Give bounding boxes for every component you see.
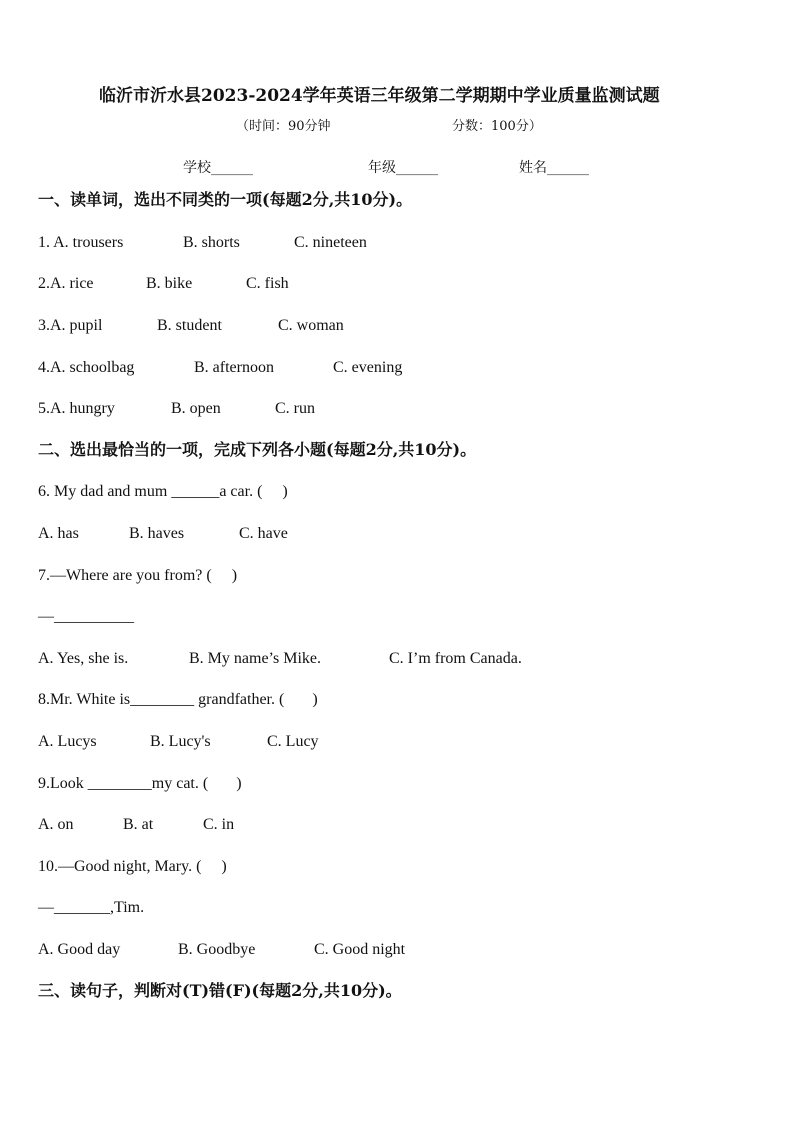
q1-option-c: C. nineteen: [294, 234, 367, 251]
q3-option-b: B. student: [157, 317, 222, 334]
q7-stem: 7.—Where are you from? ( ): [38, 567, 238, 584]
q10-stem: 10.—Good night, Mary. ( ): [38, 858, 227, 875]
q2-option-b: B. bike: [146, 275, 193, 292]
q9-option-b: B. at: [123, 816, 154, 833]
q1-option-a: 1. A. trousers: [38, 234, 124, 251]
q6-option-b: B. haves: [129, 525, 185, 542]
q8-option-b: B. Lucy's: [150, 733, 211, 750]
q4-option-a: 4.A. schoolbag: [38, 359, 135, 376]
q9-option-c: C. in: [203, 816, 235, 833]
q9-option-a: A. on: [38, 816, 74, 833]
section-2-heading: 二、选出最恰当的一项，完成下列各小题(每题2分,共10分)。: [38, 440, 477, 459]
section-3-heading: 三、读句子，判断对(T)错(F)(每题2分,共10分)。: [38, 981, 402, 1000]
q8-stem: 8.Mr. White is________ grandfather. ( ): [38, 691, 318, 708]
exam-score: 分数：100分）: [452, 119, 542, 134]
exam-time: （时间：90分钟: [236, 119, 331, 134]
section-1-heading: 一、读单词，选出不同类的一项(每题2分,共10分)。: [38, 190, 413, 209]
q5-option-b: B. open: [171, 400, 221, 417]
q4-option-b: B. afternoon: [194, 359, 274, 376]
q3-option-c: C. woman: [278, 317, 344, 334]
q3-option-a: 3.A. pupil: [38, 317, 103, 334]
exam-title: 临沂市沂水县2023-2024学年英语三年级第二学期期中学业质量监测试题: [99, 86, 660, 106]
q10-answer-line: —_______,Tim.: [38, 899, 145, 916]
name-field: 姓名______: [519, 160, 589, 176]
q8-option-c: C. Lucy: [267, 733, 319, 750]
q7-answer-line: —__________: [38, 608, 134, 625]
q6-option-c: C. have: [239, 525, 288, 542]
q6-stem: 6. My dad and mum ______a car. ( ): [38, 483, 288, 500]
q4-option-c: C. evening: [333, 359, 403, 376]
q10-option-a: A. Good day: [38, 941, 121, 958]
q10-option-c: C. Good night: [314, 941, 406, 958]
q2-option-c: C. fish: [246, 275, 289, 292]
q1-option-b: B. shorts: [183, 234, 240, 251]
q7-option-b: B. My name’s Mike.: [189, 650, 321, 667]
school-field: 学校______: [183, 160, 253, 176]
q5-option-c: C. run: [275, 400, 315, 417]
q5-option-a: 5.A. hungry: [38, 400, 115, 417]
q9-stem: 9.Look ________my cat. ( ): [38, 775, 242, 792]
q6-option-a: A. has: [38, 525, 79, 542]
q2-option-a: 2.A. rice: [38, 275, 94, 292]
q10-option-b: B. Goodbye: [178, 941, 256, 958]
q7-option-c: C. I’m from Canada.: [389, 650, 522, 667]
q8-option-a: A. Lucys: [38, 733, 97, 750]
grade-field: 年级______: [368, 160, 438, 176]
q7-option-a: A. Yes, she is.: [38, 650, 129, 667]
